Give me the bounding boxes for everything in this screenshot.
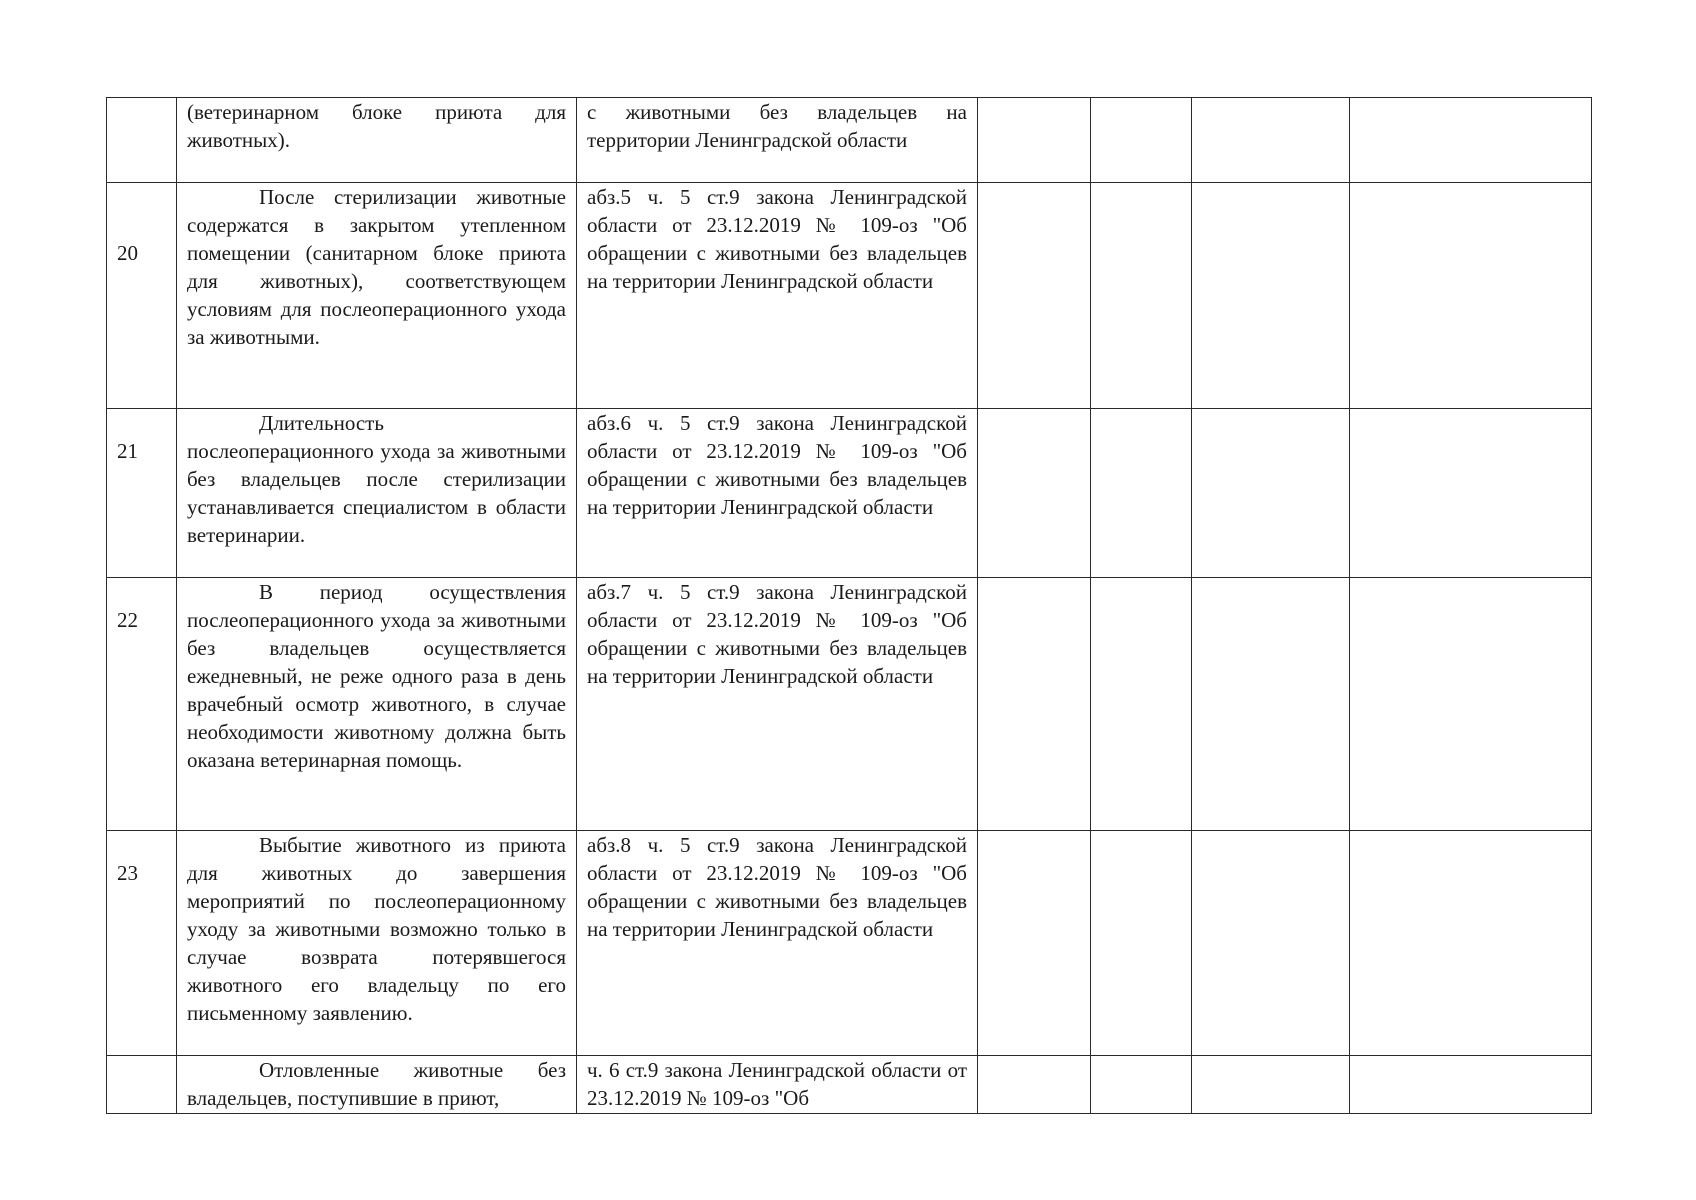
empty-cell [1350,98,1592,183]
empty-cell [1350,1056,1592,1114]
empty-cell [978,98,1091,183]
row-number-cell [107,831,177,1056]
legal-reference-text: абз.6 ч. 5 ст.9 закона Ленинградской области от 23.12.2019 № 109-оз "Об обращении с животными без владельцев на территории Ленинградской области [587,411,967,519]
requirement-cell [177,1056,577,1114]
empty-cell [1192,1056,1350,1114]
requirement-cell [177,183,577,409]
table-body [107,98,1592,1114]
empty-cell [1091,183,1192,409]
table-row [107,98,1592,183]
empty-cell [978,1056,1091,1114]
legal-reference-text: с животными без владельцев на территории Ленинградской области [587,100,967,152]
legal-reference-cell [577,1056,978,1114]
row-number-cell [107,98,177,183]
empty-cell [978,831,1091,1056]
empty-cell [1192,578,1350,831]
requirement-cell [177,409,577,578]
requirement-text: После стерилизации животные содержатся в закрытом утепленном помещении (санитарном блоке приюта для животных), соответствующем условиям для послеоперационного ухода за животными. [187,185,566,349]
table-row [107,409,1592,578]
row-number-cell [107,409,177,578]
empty-cell [1192,831,1350,1056]
requirement-text: Выбытие животного из приюта для животных до завершения мероприятий по послеоперационному уходу за животными возможно только в случае возврата потерявшегося животного его владельцу по его письменному заявлению. [187,833,566,1025]
empty-cell [1091,98,1192,183]
row-number: 23 [117,861,138,885]
empty-cell [1192,98,1350,183]
requirement-text: Длительность послеоперационного ухода за животными без владельцев после стерилизации устанавливается специалистом в области ветеринарии. [187,411,566,547]
empty-cell [1091,578,1192,831]
empty-cell [1350,831,1592,1056]
legal-reference-text: абз.7 ч. 5 ст.9 закона Ленинградской области от 23.12.2019 № 109-оз "Об обращении с животными без владельцев на территории Ленинградской области [587,580,967,688]
legal-reference-text: ч. 6 ст.9 закона Ленинградской области от 23.12.2019 № 109-оз "Об [587,1058,967,1110]
legal-reference-cell [577,578,978,831]
requirement-cell [177,831,577,1056]
table-row [107,1056,1592,1114]
empty-cell [1192,409,1350,578]
empty-cell [1091,1056,1192,1114]
row-number-cell [107,1056,177,1114]
empty-cell [1192,183,1350,409]
empty-cell [1350,409,1592,578]
row-number: 21 [117,439,138,463]
requirements-table [106,97,1592,1114]
requirement-text: В период осуществления послеоперационного ухода за животными без владельцев осуществляется ежедневный, не реже одного раза в день врачебный осмотр животного, в случае необходимости животному должна быть оказана ветеринарная помощь. [187,580,566,772]
legal-reference-text: абз.8 ч. 5 ст.9 закона Ленинградской области от 23.12.2019 № 109-оз "Об обращении с животными без владельцев на территории Ленинградской области [587,833,967,941]
row-number-cell [107,578,177,831]
requirement-cell [177,98,577,183]
legal-reference-cell [577,98,978,183]
requirement-text: (ветеринарном блоке приюта для животных). [187,100,566,152]
legal-reference-cell [577,409,978,578]
table-row [107,831,1592,1056]
legal-reference-text: абз.5 ч. 5 ст.9 закона Ленинградской области от 23.12.2019 № 109-оз "Об обращении с животными без владельцев на территории Ленинградской области [587,185,967,293]
row-number: 22 [117,608,138,632]
row-number: 20 [117,241,138,265]
legal-reference-cell [577,183,978,409]
empty-cell [1091,409,1192,578]
empty-cell [1091,831,1192,1056]
empty-cell [978,409,1091,578]
requirement-cell [177,578,577,831]
requirement-text: Отловленные животные без владельцев, поступившие в приют, [187,1058,566,1110]
empty-cell [1350,183,1592,409]
empty-cell [978,578,1091,831]
legal-reference-cell [577,831,978,1056]
empty-cell [978,183,1091,409]
table-row [107,578,1592,831]
table-row [107,183,1592,409]
row-number-cell [107,183,177,409]
empty-cell [1350,578,1592,831]
